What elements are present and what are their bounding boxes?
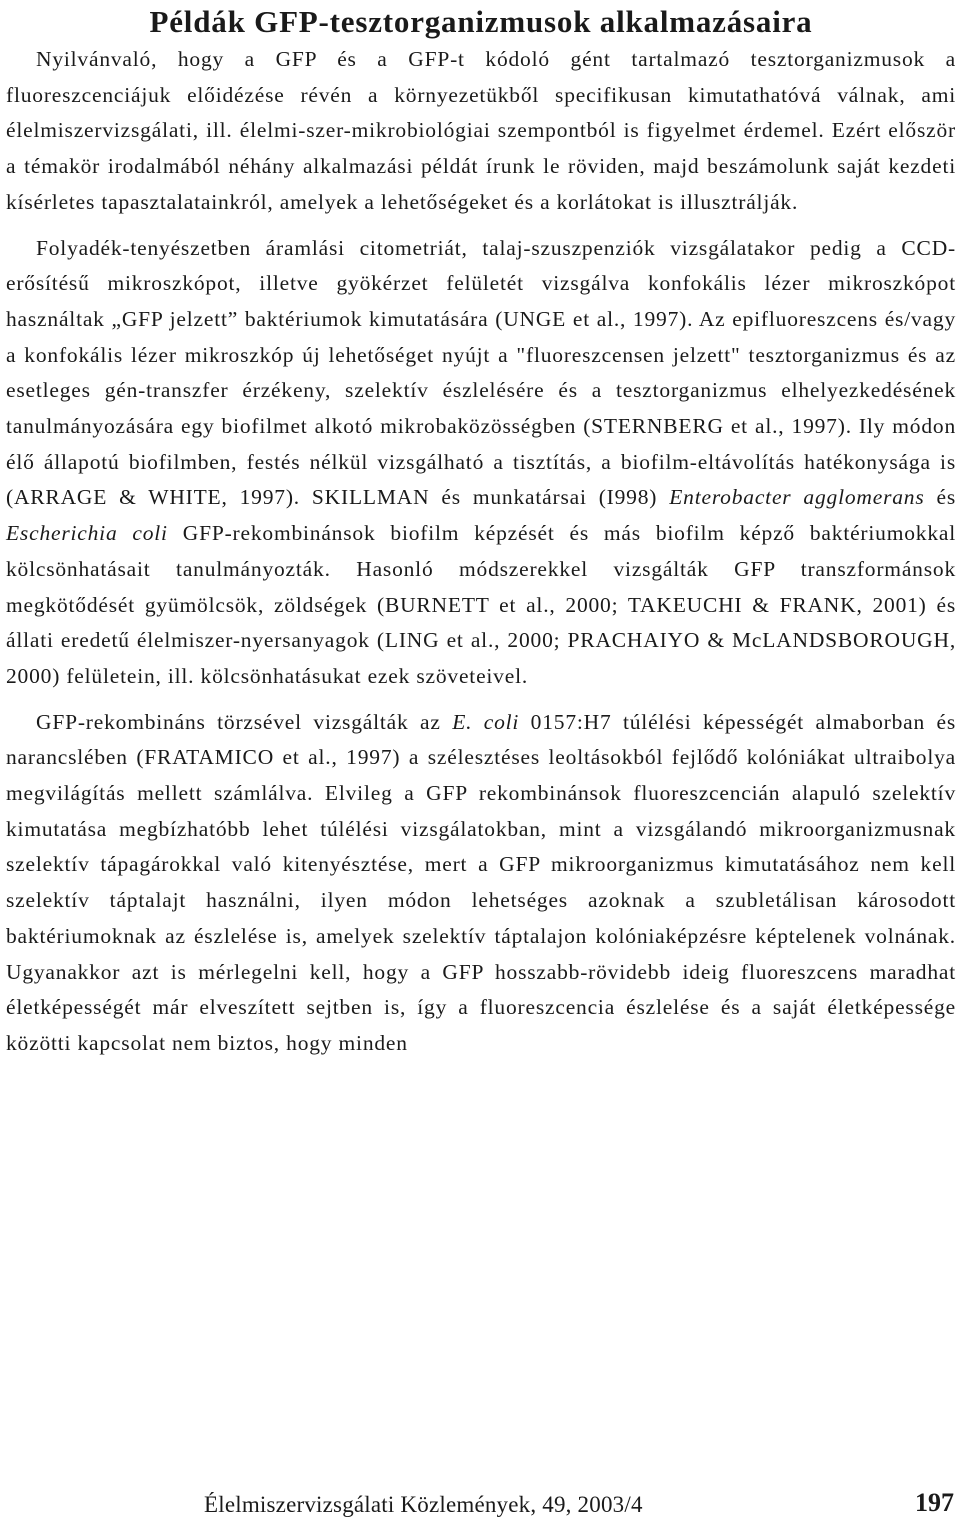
body-text — [6, 42, 956, 1062]
paragraph-methods-text-1: Folyadék-tenyészetben áramlási citometriát, talaj-szuszpenziók vizsgálatakor pedig a CCD-erősítésű mikroszkópot, illetve gyökérzet felületét vizsgálva konfokális lézer mikroszkópot használtak „GFP jelzett” baktériumok kimutatására (UNGE et al., 1997). Az epifluoreszcens és/vagy a konfokális lézer mikroszkóp új lehetőséget nyújt a "fluoreszcensen jelzett" tesztorganizmus és az esetleges gén-transzfer érzékeny, szelektív észlelésére és a tesztorganizmus elhelyezkedésének tanulmányozására egy biofilmet alkotó mikrobaközösségben (STERNBERG et al., 1997). Ily módon élő állapotú biofilmben, festés nélkül vizsgálható a tisztítás, a biofilm-eltávolítás hatékonysága is (ARRAGE & WHITE, 1997). SKILLMAN és munkatársai (I998) — [6, 235, 956, 510]
document-page — [6, 0, 956, 1062]
paragraph-methods-text-2: és — [924, 485, 956, 510]
species-name-ecoli: E. coli — [452, 709, 520, 734]
species-name-enterobacter: Enterobacter agglomerans — [669, 485, 925, 510]
page-number: 197 — [915, 1488, 954, 1517]
journal-citation: Élelmiszervizsgálati Közlemények, 49, 2003/4 — [204, 1492, 643, 1517]
section-title: Példák GFP-tesztorganizmusok alkalmazásaira — [149, 4, 813, 39]
paragraph-methods-text-3: GFP-rekombinánsok biofilm képzését és más biofilm képző baktériumokkal kölcsönhatásait tanulmányozták. Hasonló módszerekkel vizsgálták GFP transzformánsok megkötődését gyümölcsök, zöldségek (BURNETT et al., 2000; TAKEUCHI & FRANK, 2001) és állati eredetű élelmiszer-nyersanyagok (LING et al., 2000; PRACHAIYO & McLANDSBOROUGH, 2000) felületein, ill. kölcsönhatásukat ezek szöveteivel. — [6, 521, 957, 688]
species-name-escherichia: Escherichia coli — [6, 521, 168, 546]
paragraph-ecoli — [6, 705, 956, 1062]
paragraph-ecoli-text-2: 0157:H7 túlélési képességét almaborban és narancslében (FRATAMICO et al., 1997) a szélesztéses leoltásokból fejlődő kolóniákat ultraibolya megvilágítás mellett számlálva. Elvileg a GFP rekombinánsok fluoreszcencián alapuló szelektív kimutatása megbízhatóbb lehet túlélési vizsgálatokban, mint a vizsgálandó mikroorganizmusnak szelektív tápagárokkal való kitenyésztése, mert a GFP mikroorganizmus kimutatásához nem kell szelektív táptalajt használni, ilyen módon lehetséges azoknak a szubletálisan károsodott baktériumoknak az észlelése is, amelyek szelektív táptalajon kolóniaképzésre képtelenek volnának. Ugyanakkor azt is mérlegelni kell, hogy a GFP hosszabb-rövidebb ideig fluoreszcens maradhat életképességét már elveszített sejtben is, így a fluoreszcencia észlelése és a saját életképessége közötti kapcsolat nem biztos, hogy minden — [6, 709, 956, 1055]
page-footer — [0, 1488, 956, 1524]
paragraph-ecoli-text-1: GFP-rekombináns törzsével vizsgálták az — [36, 709, 453, 734]
paragraph-intro: Nyilvánvaló, hogy a GFP és a GFP-t kódoló gént tartalmazó tesztorganizmusok a fluoreszcenciájuk előidézése révén a környezetükből specifikusan kimutathatóvá válnak, ami élelmiszervizsgálati, ill. élelmi-szer-mikrobiológiai szempontból is figyelmet érdemel. Ezért először a témakör irodalmából néhány alkalmazási példát írunk le röviden, majd beszámolunk saját kezdeti kísérletes tapasztalatainkról, amelyek a lehetőségeket és a korlátokat is illusztrálják. — [6, 47, 956, 214]
paragraph-methods — [6, 231, 956, 695]
